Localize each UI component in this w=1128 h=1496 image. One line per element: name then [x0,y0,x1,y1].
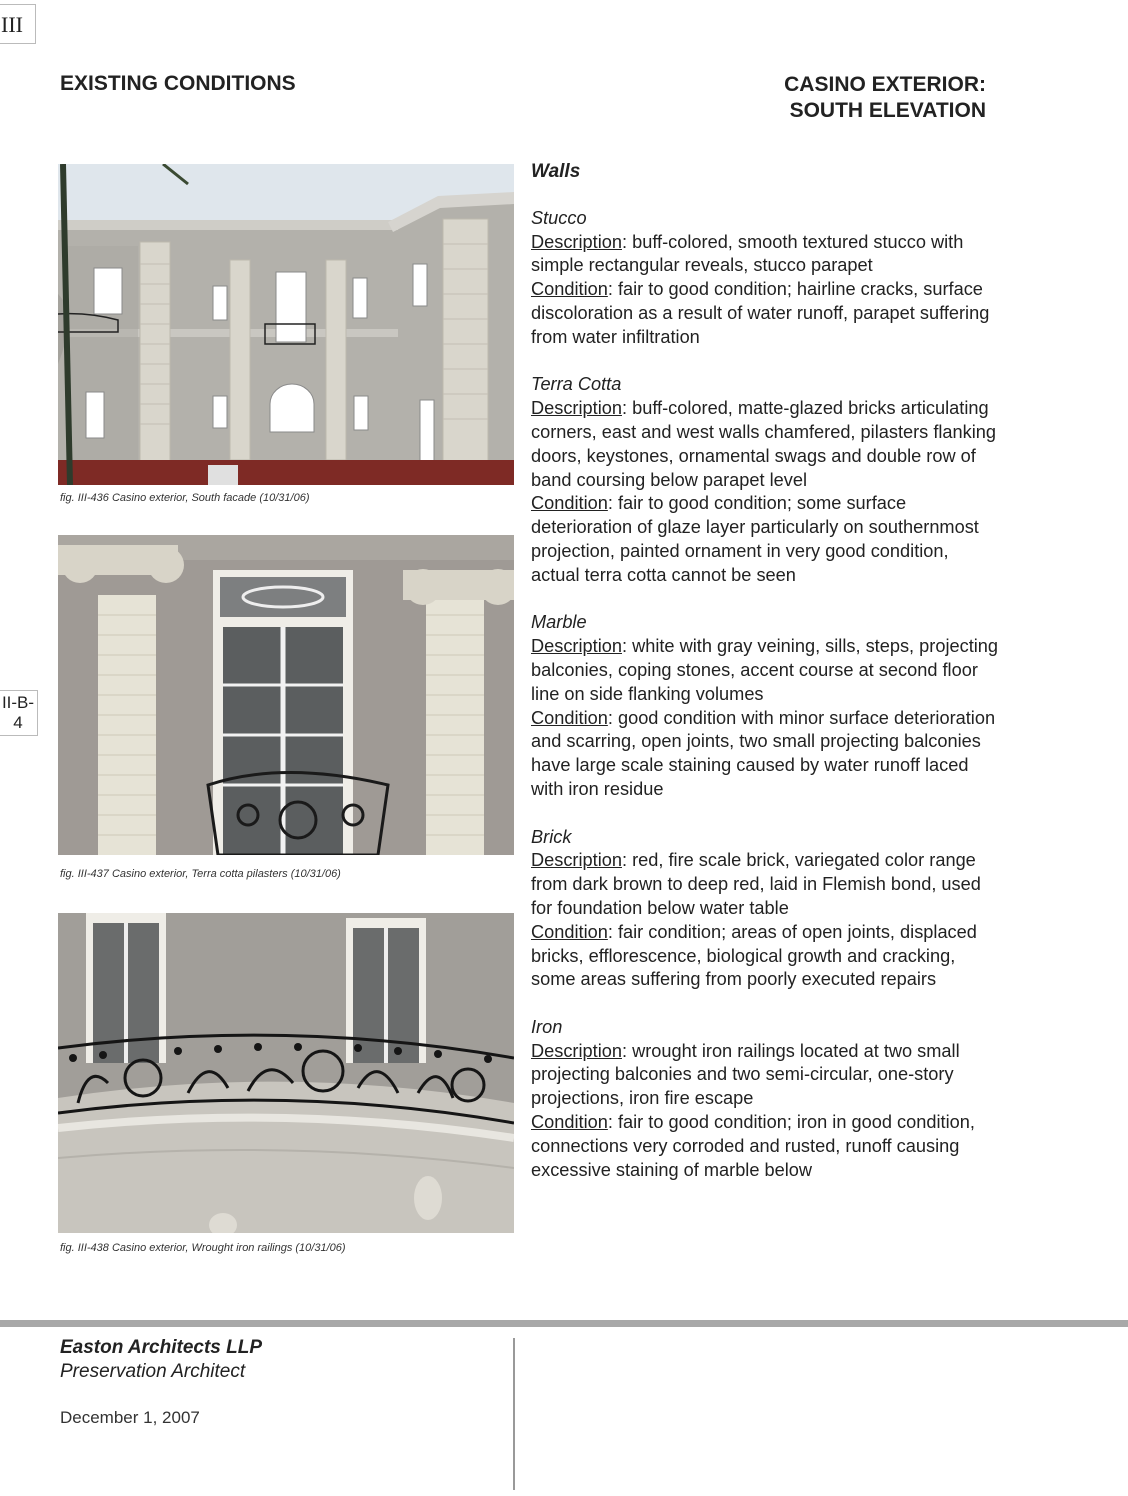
document-date: December 1, 2007 [60,1408,200,1427]
condition-text: : good condition with minor surface deterioration and scarring, open joints, two small projecting balconies have large scale staining caused by water runoff laced with iron residue [531,707,996,799]
condition-label: Condition [531,707,608,728]
material-condition [531,278,1001,349]
page-title [784,72,986,124]
description-label: Description [531,850,622,871]
material-terra-cotta [531,373,1001,587]
condition-label: Condition [531,921,608,942]
footer-rule [0,1320,1128,1327]
material-description [531,397,1001,492]
description-text: : buff-colored, smooth textured stucco with simple rectangular reveals, stucco parapet [531,231,964,276]
condition-text: : fair condition; areas of open joints, displaced bricks, efflorescence, biological growth and cracking, some areas suffering from poorly executed repairs [531,921,977,990]
section-heading: EXISTING CONDITIONS [60,72,296,95]
material-description [531,1040,1001,1111]
description-text: : buff-colored, matte-glazed bricks articulating corners, east and west walls chamfered, pilasters flanking doors, keystones, ornamental swags and double row of band coursing below parapet level [531,398,997,490]
material-brick [531,826,1001,993]
firm-name: Easton Architects LLP [60,1337,263,1358]
material-marble [531,611,1001,801]
walls-heading: Walls [531,161,581,182]
material-stucco [531,207,1001,350]
condition-label: Condition [531,279,608,300]
page-number-section: II-B- [1,693,35,712]
material-condition [531,1111,1001,1182]
figure-caption-438: fig. III-438 Casino exterior, Wrought iron railings (10/31/06) [60,1242,346,1254]
photo-terra-cotta-pilasters [58,535,514,855]
description-label: Description [531,1040,622,1061]
chapter-tab-label: III [1,12,23,37]
material-name: Stucco [531,207,587,228]
material-name: Brick [531,826,572,847]
description-label: Description [531,636,622,657]
material-description [531,635,1001,706]
material-name: Marble [531,612,587,633]
condition-label: Condition [531,1112,608,1133]
photo-wrought-iron-railings [58,913,514,1233]
material-name: Iron [531,1016,563,1037]
page-number-tab [0,690,38,736]
condition-text: : fair to good condition; hairline cracks, surface discoloration as a result of water runoff, parapet suffering from water infiltration [531,279,990,347]
condition-label: Condition [531,493,608,514]
page-number-value: 4 [13,713,23,732]
material-condition [531,492,1001,587]
page-title-line1: CASINO EXTERIOR: [784,73,986,96]
description-label: Description [531,398,622,419]
figure-caption-437: fig. III-437 Casino exterior, Terra cotta pilasters (10/31/06) [60,868,341,880]
material-condition [531,707,1001,802]
page-title-line2: SOUTH ELEVATION [789,99,986,122]
footer-divider [513,1338,515,1490]
figure-caption-436: fig. III-436 Casino exterior, South facade (10/31/06) [60,492,310,504]
material-condition [531,921,1001,992]
material-description [531,231,1001,279]
description-label: Description [531,231,622,252]
description-text: : white with gray veining, sills, steps, projecting balconies, coping stones, accent course at second floor line on side flanking volumes [531,636,999,704]
description-text: : red, fire scale brick, variegated color range from dark brown to deep red, laid in Flemish bond, used for foundation below water table [531,850,981,918]
firm-role: Preservation Architect [60,1361,246,1382]
condition-text: : fair to good condition; some surface deterioration of glaze layer particularly on southernmost projection, painted ornament in very good condition, actual terra cotta cannot be seen [531,493,979,585]
condition-text: : fair to good condition; iron in good condition, connections very corroded and rusted, runoff causing excessive staining of marble below [531,1112,975,1180]
material-description [531,849,1001,920]
photo-south-facade [58,164,514,485]
material-iron [531,1016,1001,1183]
material-name: Terra Cotta [531,374,622,395]
chapter-tab [0,4,36,44]
walls-description [531,160,1001,1206]
description-text: : wrought iron railings located at two small projecting balconies and two semi-circular, one-story projections, iron fire escape [531,1040,960,1109]
